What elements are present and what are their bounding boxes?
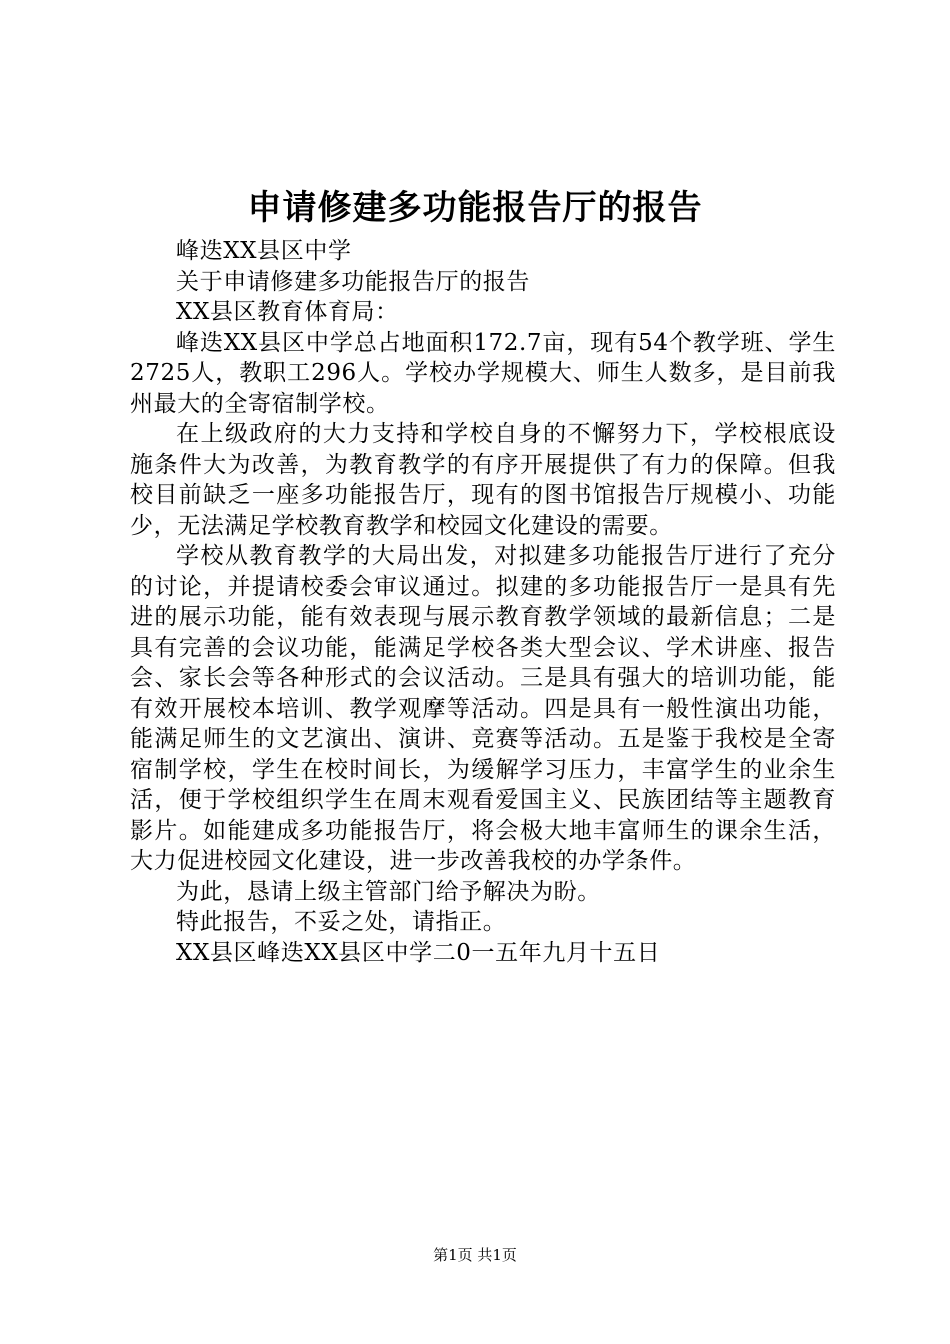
paragraph-current-situation: 在上级政府的大力支持和学校自身的不懈努力下，学校根底设施条件大为改善，为教育教学的有序开展提供了有力的保障。但我校目前缺乏一座多功能报告厅，现有的图书馆报告厅规模小、功能少，无法满足学校教育教学和校园文化建设的需要。 <box>130 421 836 539</box>
signature-date-line: XX县区峰迭XX县区中学二0一五年九月十五日 <box>176 939 661 966</box>
paragraph-school-overview: 峰迭XX县区中学总占地面积172.7亩，现有54个教学班、学生2725人，教职工296人。学校办学规模大、师生人数多，是目前我州最大的全寄宿制学校。 <box>130 329 836 417</box>
recipient-line: XX县区教育体育局： <box>176 299 399 325</box>
page-number-footer: 第1页 共1页 <box>433 1246 517 1264</box>
document-title: 申请修建多功能报告厅的报告 <box>247 188 703 228</box>
subject-line: 关于申请修建多功能报告厅的报告 <box>176 268 530 295</box>
school-name-line: 峰迭XX县区中学 <box>176 238 352 264</box>
request-line: 为此，恳请上级主管部门给予解决为盼。 <box>176 878 601 905</box>
closing-line: 特此报告，不妥之处，请指正。 <box>176 909 507 935</box>
document-body <box>130 236 836 968</box>
paragraph-proposal-details: 学校从教育教学的大局出发，对拟建多功能报告厅进行了充分的讨论，并提请校委会审议通过。拟建的多功能报告厅一是具有先进的展示功能，能有效表现与展示教育教学领域的最新信息；二是具有完善的会议功能，能满足学校各类大型会议、学术讲座、报告会、家长会等各种形式的会议活动。三是具有强大的培训功能，能有效开展校本培训、教学观摩等活动。四是具有一般性演出功能，能满足师生的文艺演出、演讲、竞赛等活动。五是鉴于我校是全寄宿制学校，学生在校时间长，为缓解学习压力，丰富学生的业余生活，便于学校组织学生在周末观看爱国主义、民族团结等主题教育影片。如能建成多功能报告厅，将会极大地丰富师生的课余生活，大力促进校园文化建设，进一步改善我校的办学条件。 <box>130 543 836 874</box>
